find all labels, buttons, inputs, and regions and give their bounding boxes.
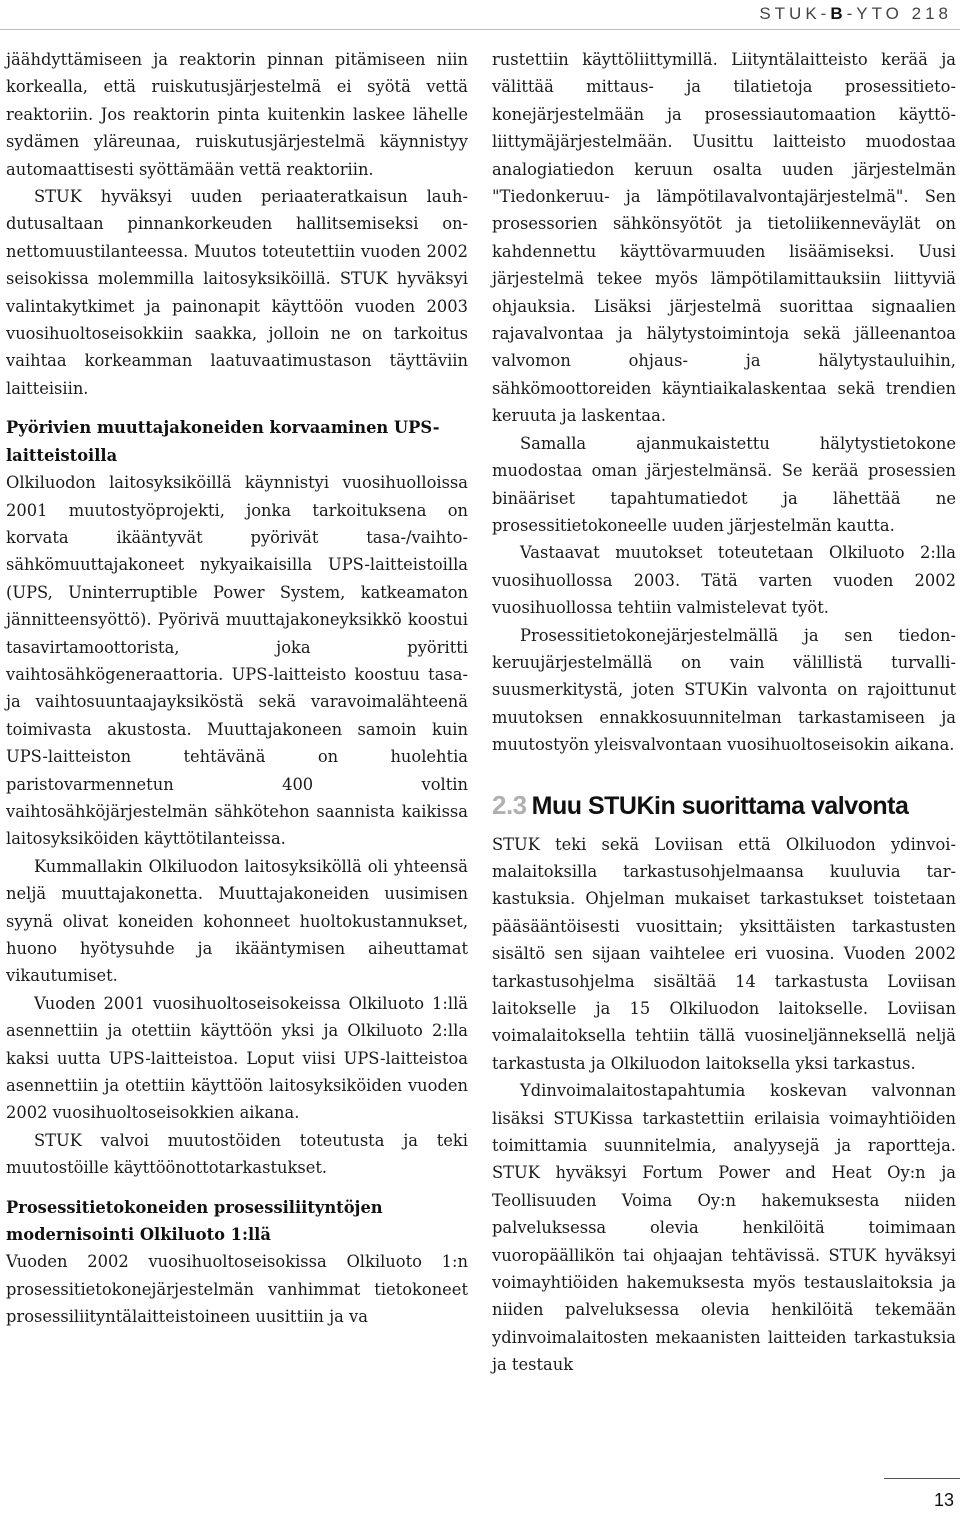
paragraph: Ydinvoimalaitostapahtumia koskevan valvonnan lisäksi STUKissa tarkastettiin erilaisia voimayhtiöiden toimittamia suunnitelmia, analyysejä ja raportteja. STUK hyväksyi Fortum Power and Heat Oy:n ja Teollisuuden Voima Oy:n hakemuksesta niiden palveluksessa olevia henkilöitä toimimaan vuoropäällikön tai ohjaajan tehtävissä. STUK hyväksyi voimayhtiöiden hakemuksesta myös testauslaitoksia ja niiden palveluksessa olevia henkilöitä tekemään ydinvoimalaitosten mekaanisten laitteiden tarkastuksia ja testauk: [492, 1081, 956, 1375]
paragraph: Vastaavat muutokset toteutetaan Olkiluoto 2:lla vuosihuollossa 2003. Tätä varten vuoden 2002 vuosihuollossa tehtiin valmistelevat työt.: [492, 543, 956, 618]
report-code: [759, 4, 952, 24]
section-number: 2.3: [492, 789, 527, 820]
right-column: [492, 46, 956, 1379]
paragraph: STUK hyväksyi uuden periaateratkaisun lauhdutusaltaan pinnankorkeuden hallitsemiseksi onnettomuustilanteessa. Muutos toteutettiin vuoden 2002 seisokissa molemmilla laitosyksiköillä. STUK hyväksyi valintakytkimet ja painonapit käyttöön vuoden 2003 vuosihuoltoseisokkiin saakka, jolloin ne on tarkoitus vaihtaa korkeamman laatuvaatimustason täyttäviin laitteisiin.: [6, 187, 468, 398]
report-series-prefix: STUK-: [759, 4, 831, 23]
page-number: 13: [933, 1490, 954, 1510]
paragraph: rustettiin käyttöliittymillä. Liityntälaitteisto kerää ja välittää mittaus- ja tilatietoja prosessitietokonejärjestelmään ja prosessiautomaation käyttöliittymäjärjestelmään. Uusittu laitteisto muodostaa analogiatiedon keruun osalta uuden järjestelmän "Tiedonkeruu- ja lämpötilavalvontajärjestelmä". Sen prosessorien sähkönsyötöt ja tietoliikenneväylät on kahdennettu käyttövarmuuden lisäämiseksi. Uusi järjestelmä tekee myös lämpötilamittauksiin liittyviä ohjauksia. Lisäksi järjestelmä suorittaa signaalien rajavalvontaa ja hälytystoimintoja sekä jälleenantoa valvomon ohjaus- ja hälytystauluihin, sähkömoottoreiden käyntiaikalaskentaa sekä trendien keruuta ja laskentaa.: [492, 50, 956, 426]
paragraph: STUK teki sekä Loviisan että Olkiluodon ydinvoimalaitoksilla tarkastusohjelmaansa kuuluvia tarkastuksia. Ohjelman mukaiset tarkastukset toistetaan pääsääntöisesti vuosittain; yksittäisten tarkastusten sisältö sen sijaan vaihtelee eri vuosina. Vuoden 2002 tarkastusohjelma sisältää 14 tarkastusta Loviisan laitokselle ja 15 Olkiluodon laitokselle. Loviisan voimalaitoksella tehtiin tällä vuosineljänneksellä neljä tarkastusta ja Olkiluodon laitoksella yksi tarkastus.: [492, 834, 956, 1073]
subheading-ups: Pyörivien muuttajakoneiden korvaaminen UPS-laitteistoilla: [6, 418, 440, 465]
header-rule: [0, 29, 960, 30]
paragraph: jäähdyttämiseen ja reaktorin pinnan pitämiseen niin korkealla, että ruiskutusjärjestelmä ei syötä vettä reaktoriin. Jos reaktorin pinta kuitenkin laskee lähelle sydämen yläreunaa, ruiskutusjärjestelmä käynnistyy automaattisesti syöttämään vettä reaktoriin.: [6, 50, 468, 179]
footer-rule: [884, 1478, 960, 1479]
report-series-suffix: -YTO 218: [846, 4, 952, 23]
paragraph: STUK valvoi muutostöiden toteutusta ja teki muutostöille käyttöönottotarkastukset.: [6, 1130, 468, 1178]
paragraph: Kummallakin Olkiluodon laitosyksiköllä oli yhteensä neljä muuttajakonetta. Muuttajakoneiden uusimisen syynä olivat koneiden kohonneet huoltokustannukset, huono hyötysuhde ja ikääntymisen aiheuttamat vikautumiset.: [6, 856, 468, 986]
subheading-process-computers: Prosessitietokoneiden prosessiliityntöjen modernisointi Olkiluoto 1:llä: [6, 1197, 383, 1245]
report-series-letter: B: [830, 4, 847, 23]
paragraph: Vuoden 2002 vuosihuoltoseisokissa Olkiluoto 1:n prosessitietokonejärjestelmän vanhimmat tietokoneet prosessiliityntälaitteistoineen uusittiin ja va: [6, 1252, 468, 1327]
paragraph: Prosessitietokonejärjestelmällä ja sen tiedonkeruujärjestelmällä on vain välillistä turvallisuusmerkitystä, joten STUKin valvonta on rajoittunut muutoksen ennakkosuunnitelman tarkastamiseen ja muutostyön yleisvalvontaan vuosihuoltoseisokin aikana.: [492, 625, 956, 755]
paragraph: Samalla ajanmukaistettu hälytystietokone muodostaa oman järjestelmänsä. Se kerää prosessien binääriset tapahtumatiedot ja lähettää ne prosessitietokoneelle uuden järjestelmän kautta.: [492, 433, 956, 535]
left-column: [6, 46, 468, 1331]
paragraph: Vuoden 2001 vuosihuoltoseisokeissa Olkiluoto 1:llä asennettiin ja otettiin käyttöön yksi ja Olkiluoto 2:lla kaksi uutta UPS-laitteistoa. Loput viisi UPS-laitteistoa asennettiin ja otettiin käyttöön laitosyksiköiden vuoden 2002 vuosihuoltoseisokkien aikana.: [6, 993, 468, 1123]
paragraph: Olkiluodon laitosyksiköillä käynnistyi vuosihuolloissa 2001 muutostyöprojekti, jonka tarkoituksena on korvata ikääntyvät pyörivät tasa-/vaihtosähkömuuttajakoneet nykyaikaisilla UPS-laitteistoilla (UPS, Uninterruptible Power System, katkeamaton jännitteensyöttö). Pyörivä muuttajakoneyksikkö koostui tasavirtamoottorista, joka pyöritti vaihtosähkögeneraattoria. UPS-laitteisto koostuu tasa- ja vaihtosuuntaajayksiköstä sekä varavoimalähteenä toimivasta akustosta. Muuttajakoneen samoin kuin UPS-laitteiston tehtävänä on huolehtia paristovarmennetun 400 voltin vaihtosähköjärjestelmän sähkötehon saannista kaikissa laitosyksiköiden käyttötilanteissa.: [6, 473, 468, 849]
section-title: Muu STUKin suorittama valvonta: [531, 791, 909, 820]
section-heading: [492, 787, 956, 827]
